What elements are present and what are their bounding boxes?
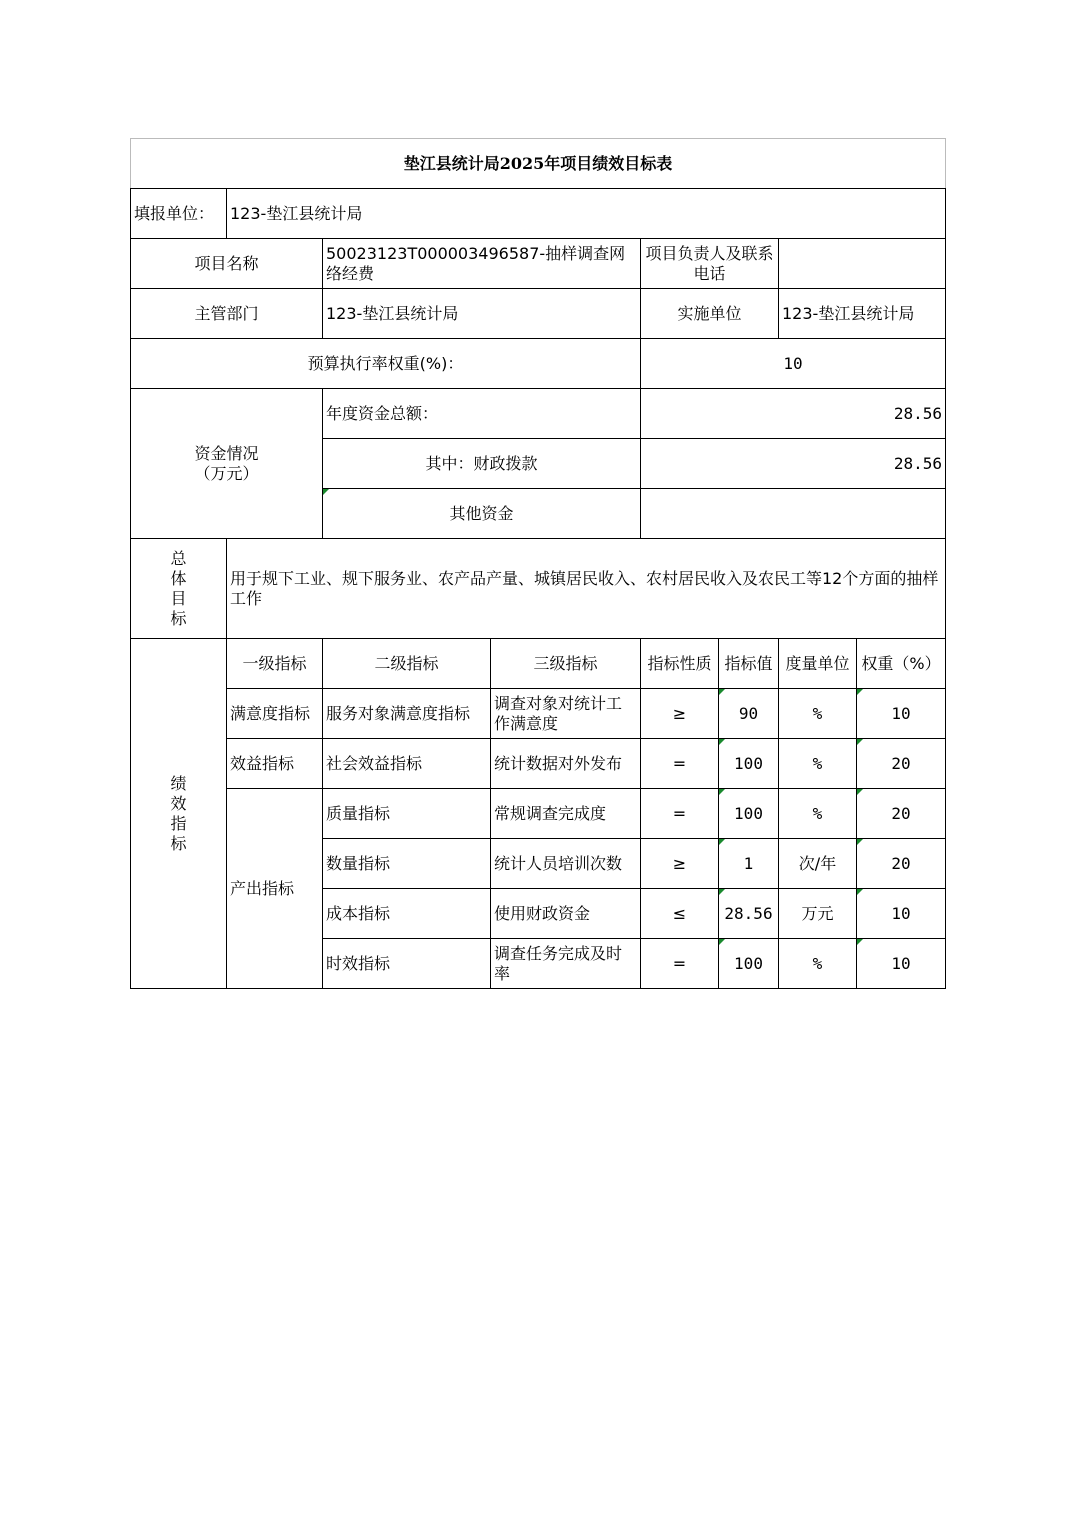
funds-fiscal-value: 28.56 <box>641 439 946 489</box>
budget-rate-label: 预算执行率权重(%)： <box>131 339 641 389</box>
fill-unit-value: 123-垫江县统计局 <box>227 189 946 239</box>
row-level3: 使用财政资金 <box>491 889 641 939</box>
funds-other-label: 其他资金 <box>323 489 641 539</box>
row-unit: % <box>779 789 857 839</box>
row-nature: = <box>641 789 719 839</box>
row-level3: 统计人员培训次数 <box>491 839 641 889</box>
funds-label <box>131 389 323 539</box>
dept-value: 123-垫江县统计局 <box>323 289 641 339</box>
header-nature: 指标性质 <box>641 639 719 689</box>
table-row <box>131 789 946 839</box>
header-weight: 权重（%） <box>857 639 946 689</box>
funds-other-value <box>641 489 946 539</box>
row-value: 1 <box>719 839 779 889</box>
row-weight: 10 <box>857 939 946 989</box>
row-nature: = <box>641 939 719 989</box>
impl-unit-label: 实施单位 <box>641 289 779 339</box>
header-level1: 一级指标 <box>227 639 323 689</box>
row-level2: 社会效益指标 <box>323 739 491 789</box>
performance-label <box>131 639 227 989</box>
project-name-label: 项目名称 <box>131 239 323 289</box>
overall-goal-char: 标 <box>170 608 187 628</box>
funds-label-line2: （万元） <box>194 463 259 483</box>
overall-goal-char: 目 <box>170 588 187 608</box>
header-level2: 二级指标 <box>323 639 491 689</box>
row-level3: 调查任务完成及时率 <box>491 939 641 989</box>
row-weight: 10 <box>857 689 946 739</box>
overall-goal-char: 体 <box>170 568 187 588</box>
row-weight: 20 <box>857 739 946 789</box>
row-unit: % <box>779 689 857 739</box>
row-weight: 10 <box>857 889 946 939</box>
row-nature: ≥ <box>641 689 719 739</box>
fill-unit-label: 填报单位： <box>131 189 227 239</box>
performance-char: 效 <box>170 793 187 813</box>
performance-char: 绩 <box>170 773 187 793</box>
funds-label-line1: 资金情况 <box>194 443 259 463</box>
row-nature: ≤ <box>641 889 719 939</box>
row-weight: 20 <box>857 839 946 889</box>
dept-label: 主管部门 <box>131 289 323 339</box>
funds-fiscal-label: 其中：财政拨款 <box>323 439 641 489</box>
overall-goal-char: 总 <box>170 548 187 568</box>
group-output: 产出指标 <box>227 789 323 989</box>
row-unit: 次/年 <box>779 839 857 889</box>
group-satisfaction: 满意度指标 <box>227 689 323 739</box>
row-value: 100 <box>719 939 779 989</box>
row-level2: 质量指标 <box>323 789 491 839</box>
group-benefit: 效益指标 <box>227 739 323 789</box>
impl-unit-value: 123-垫江县统计局 <box>779 289 946 339</box>
row-unit: 万元 <box>779 889 857 939</box>
row-level3: 常规调查完成度 <box>491 789 641 839</box>
row-level3: 统计数据对外发布 <box>491 739 641 789</box>
row-value: 100 <box>719 739 779 789</box>
table-row <box>131 689 946 739</box>
overall-goal-label <box>131 539 227 639</box>
project-contact-value <box>779 239 946 289</box>
row-level2: 成本指标 <box>323 889 491 939</box>
funds-total-label: 年度资金总额： <box>323 389 641 439</box>
row-unit: % <box>779 939 857 989</box>
row-weight: 20 <box>857 789 946 839</box>
performance-target-table <box>130 138 946 989</box>
header-level3: 三级指标 <box>491 639 641 689</box>
budget-rate-value: 10 <box>641 339 946 389</box>
row-unit: % <box>779 739 857 789</box>
row-value: 28.56 <box>719 889 779 939</box>
row-level3: 调查对象对统计工作满意度 <box>491 689 641 739</box>
row-value: 100 <box>719 789 779 839</box>
project-contact-label: 项目负责人及联系电话 <box>641 239 779 289</box>
performance-char: 标 <box>170 833 187 853</box>
row-level2: 时效指标 <box>323 939 491 989</box>
row-nature: = <box>641 739 719 789</box>
project-name-value: 50023123T000003496587-抽样调查网络经费 <box>323 239 641 289</box>
header-unit: 度量单位 <box>779 639 857 689</box>
funds-total-value: 28.56 <box>641 389 946 439</box>
row-level2: 数量指标 <box>323 839 491 889</box>
performance-char: 指 <box>170 813 187 833</box>
row-level2: 服务对象满意度指标 <box>323 689 491 739</box>
header-value: 指标值 <box>719 639 779 689</box>
overall-goal-text: 用于规下工业、规下服务业、农产品产量、城镇居民收入、农村居民收入及农民工等12个方面的抽样工作 <box>227 539 946 639</box>
table-row <box>131 739 946 789</box>
row-nature: ≥ <box>641 839 719 889</box>
row-value: 90 <box>719 689 779 739</box>
page-title: 垫江县统计局2025年项目绩效目标表 <box>131 139 946 189</box>
